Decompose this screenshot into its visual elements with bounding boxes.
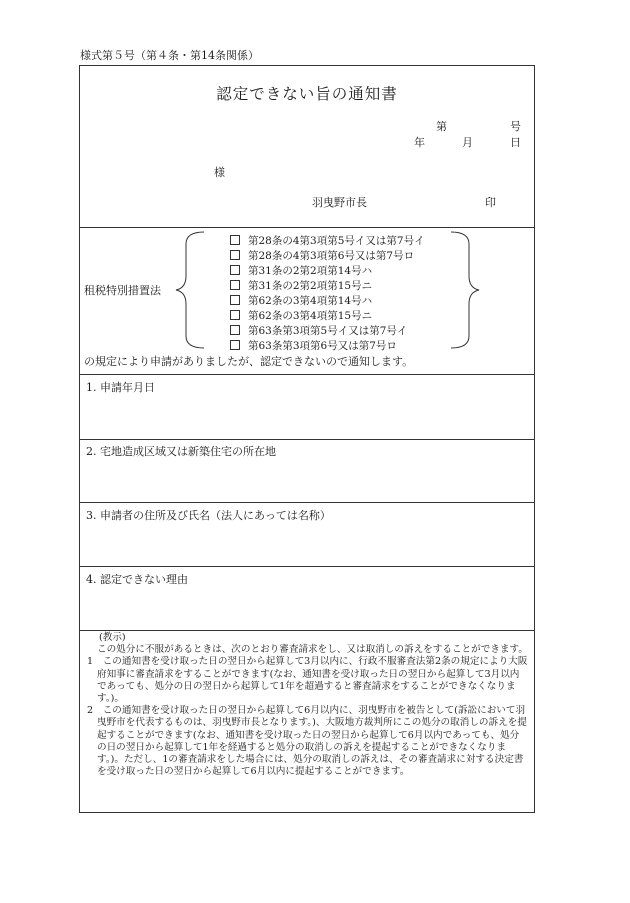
instructions-item-1: 1 この通知書を受け取った日の翌日から起算して3月以内に、行政不服審査法第2条の規定により大阪府知事に審査請求をすることができます(なお、通知書を受け取った日の翌日から起算して3月以内であっても、処分の日の翌日から起算して1年を超過すると審査請求をすることができなくなります。)。 bbox=[87, 656, 528, 705]
seal-mark: 印 bbox=[485, 196, 496, 209]
checkbox[interactable] bbox=[230, 295, 240, 305]
left-brace bbox=[174, 230, 214, 350]
date-year: 年 bbox=[414, 136, 425, 149]
law-item[interactable]: 第62条の3第4項第14号ハ bbox=[230, 293, 372, 308]
checkbox[interactable] bbox=[230, 250, 240, 260]
number-prefix: 第 bbox=[436, 120, 447, 133]
date-month: 月 bbox=[462, 136, 473, 149]
law-name: 租税特別措置法 bbox=[84, 284, 161, 297]
right-brace bbox=[447, 230, 487, 350]
checkbox[interactable] bbox=[230, 280, 240, 290]
section-reason: 4. 認定できない理由 bbox=[86, 573, 188, 586]
instructions-section bbox=[87, 632, 528, 778]
divider bbox=[80, 566, 534, 567]
law-item[interactable]: 第62条の3第4項第15号ニ bbox=[230, 308, 372, 323]
issuer-name: 羽曳野市長 bbox=[312, 196, 367, 209]
checkbox[interactable] bbox=[230, 340, 240, 350]
divider bbox=[80, 439, 534, 440]
instructions-intro: この処分に不服があるときは、次のとおり審査請求をし、又は取消しの訴えをすることができます。 bbox=[97, 644, 528, 656]
number-suffix: 号 bbox=[510, 120, 521, 133]
divider bbox=[80, 374, 534, 375]
instructions-heading: (教示) bbox=[99, 632, 126, 643]
date-day: 日 bbox=[510, 136, 521, 149]
checkbox[interactable] bbox=[230, 265, 240, 275]
document-title: 認定できない旨の通知書 bbox=[216, 85, 398, 103]
divider bbox=[80, 630, 534, 631]
checkbox[interactable] bbox=[230, 235, 240, 245]
form-number: 様式第５号（第４条・第14条関係） bbox=[80, 49, 259, 62]
section-applicant: 3. 申請者の住所及び氏名（法人にあっては名称） bbox=[86, 509, 331, 522]
divider bbox=[80, 227, 534, 228]
law-item[interactable]: 第28条の4第3項第6号又は第7号ロ bbox=[230, 248, 414, 263]
law-item[interactable]: 第31条の2第2項第15号ニ bbox=[230, 278, 372, 293]
law-item[interactable]: 第63条第3項第5号イ又は第7号イ bbox=[230, 323, 407, 338]
recipient-honorific: 様 bbox=[214, 166, 225, 179]
notice-form bbox=[79, 65, 535, 813]
checkbox[interactable] bbox=[230, 310, 240, 320]
law-item[interactable]: 第63条第3項第6号又は第7号ロ bbox=[230, 338, 397, 353]
instructions-item-2: 2 この通知書を受け取った日の翌日から起算して6月以内に、羽曳野市を被告として(訴訟において羽曳野市を代表するものは、羽曳野市長となります。)、大阪地方裁判所にこの処分の取消しの訴えを提起することができます(なお、通知書を受け取った日の翌日から起算して6月以内であっても、処分の日の翌日から起算して1年を経過すると処分の取消しの訴えを提起することができなくなります。)。ただし、1の審査請求をした場合には、処分の取消しの訴えは、その審査請求に対する決定書を受け取った日の翌日から起算して6月以内に提起することができます。 bbox=[87, 705, 527, 778]
law-item[interactable]: 第31条の2第2項第14号ハ bbox=[230, 263, 372, 278]
section-location: 2. 宅地造成区域又は新築住宅の所在地 bbox=[86, 445, 276, 458]
checkbox[interactable] bbox=[230, 325, 240, 335]
section-application-date: 1. 申請年月日 bbox=[86, 381, 155, 394]
divider bbox=[80, 502, 534, 503]
law-statement: の規定により申請がありましたが、認定できないので通知します。 bbox=[84, 355, 414, 368]
law-item[interactable]: 第28条の4第3項第5号イ又は第7号イ bbox=[230, 233, 425, 248]
